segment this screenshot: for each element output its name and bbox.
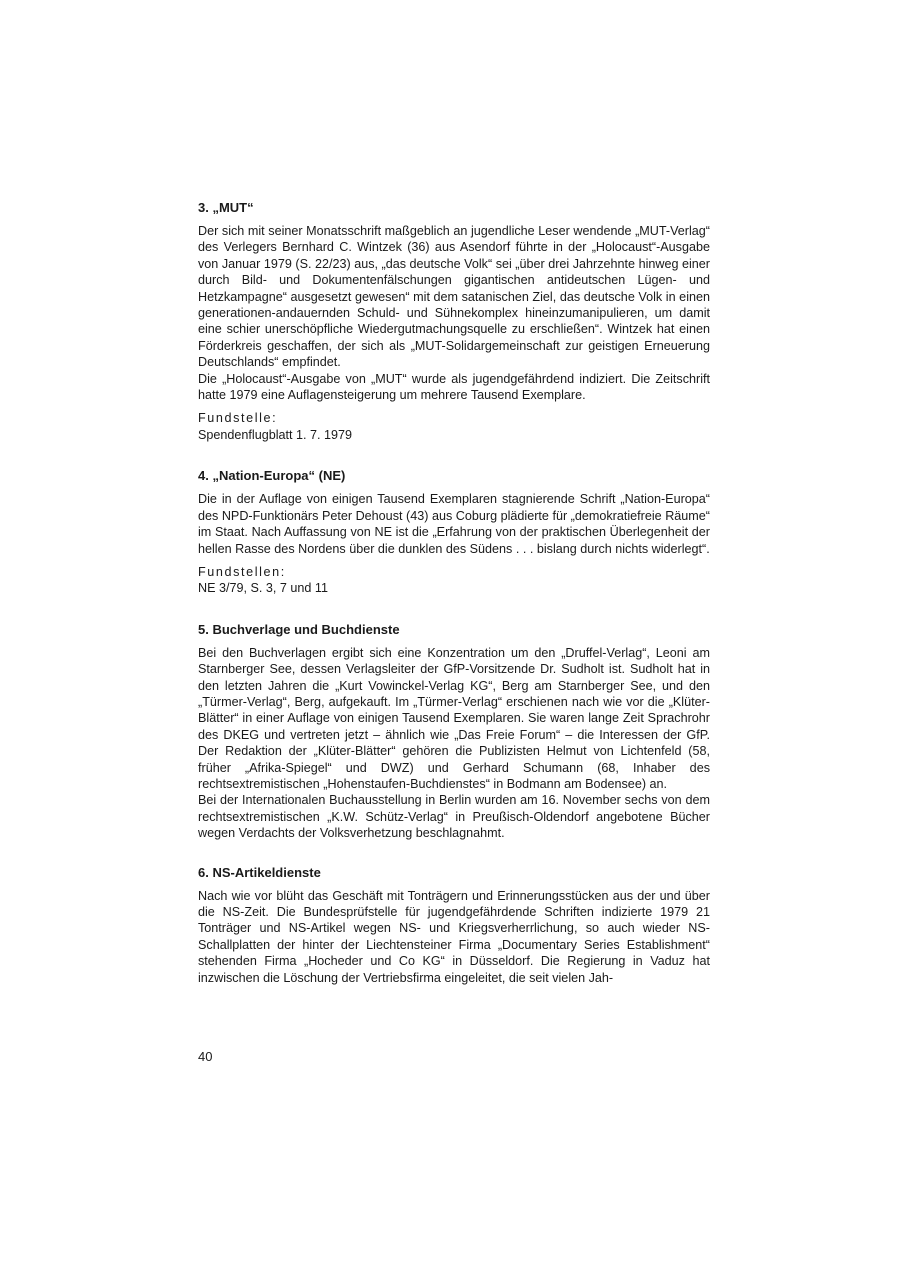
section-buchverlage [198,621,710,842]
source-block [198,564,710,597]
section-paragraph: Bei der Internationalen Buchausstellung in Berlin wurden am 16. November sechs von dem rechtsextremistischen „K.W. Schütz-Verlag“ in Preußisch-Oldendorf angebotene Bücher wegen Verdachts der Volksverhetzung beschlagnahmt. [198,793,710,841]
section-heading: 3. „MUT“ [198,200,254,215]
source-label: Fundstelle: [198,411,278,426]
section-ns-artikeldienste [198,864,710,986]
source-label: Fundstellen: [198,564,286,579]
section-paragraph: Die „Holocaust“-Ausgabe von „MUT“ wurde als jugendgefährdend indiziert. Die Zeitschrift hatte 1979 eine Auflagensteigerung um mehrere Tausend Exemplare. [198,371,710,403]
section-paragraph: Der sich mit seiner Monatsschrift maßgeblich an jugendliche Leser wendende „MUT-Verlag“ des Verlegers Bernhard C. Wintzek (36) aus Asendorf führte in der „Holocaust“-Ausgabe von Januar 1979 (S. 22/23) aus, „das deutsche Volk“ sei „über drei Jahrzehnte hinweg einer durch Bild- und Dokumentenfälschungen gigantischen antideutschen Lügen- und Hetzkampagne“ ausgesetzt gewesen“ mit dem satanischen Ziel, das deutsche Volk in einen generationen-andauernden Schuld- und Sühnekomplex hineinzumanipulieren, um damit eine schier unerschöpfliche Wiedergutmachungsquelle zu erschließen“. Wintzek hat einen Förderkreis geschaffen, der sich als „MUT-Solidargemeinschaft zur geistigen Erneuerung Deutschlands“ empfindet. [198,224,710,370]
section-mut [198,199,710,443]
section-heading: 6. NS-Artikeldienste [198,864,321,880]
section-heading: 5. Buchverlage und Buchdienste [198,621,400,637]
page-number: 40 [198,1049,213,1064]
source-text: Spendenflugblatt 1. 7. 1979 [198,427,353,442]
section-paragraph: Nach wie vor blüht das Geschäft mit Tonträgern und Erinnerungsstücken aus der und über die NS-Zeit. Die Bundesprüfstelle für jugendgefährdende Schriften indizierte 1979 21 Tonträger und NS-Artikel wegen NS- und Kriegsverherrlichung, so auch wieder NS-Schallplatten der hinter der Liechtensteiner Firma „Documentary Series Establishment“ stehenden Firma „Hocheder und Co KG“ in Düsseldorf. Die Regierung in Vaduz hat inzwischen die Löschung der Vertriebsfirma eingeleitet, die seit vielen Jah- [198,888,710,985]
section-paragraph: Bei den Buchverlagen ergibt sich eine Konzentration um den „Druffel-Verlag“, Leoni am Starnberger See, dessen Verlagsleiter der GfP-Vorsitzende Dr. Sudholt ist. Sudholt hat in den letzten Jahren die „Kurt Vowinckel-Verlag KG“, Berg am Starnberger See, und den „Türmer-Verlag“, Berg, aufgekauft. Im „Türmer-Verlag“ erschienen nach wie vor die „Klüter-Blätter“ in einer Auflage von einigen Tausend Exemplaren. Sie waren lange Zeit Sprachrohr des DKEG und vertreten jetzt – ähnlich wie „Das Freie Forum“ – die Interessen der GfP. Der Redaktion der „Klüter-Blätter“ gehören die Publizisten Helmut von Lichtenfeld (58, früher „Afrika-Spiegel“ und DWZ) und Gerhard Schumann (68, Inhaber des rechtsextremistischen „Hohenstaufen-Buchdienstes“ in Bodmann am Bodensee) an. [198,645,710,791]
section-heading: 4. „Nation-Europa“ (NE) [198,468,346,484]
section-paragraph: Die in der Auflage von einigen Tausend Exemplaren stagnierende Schrift „Nation-Europa“ des NPD-Funktionärs Peter Dehoust (43) aus Coburg plädierte für „demokratiefreie Räume“ im Staat. Nach Auffassung von NE ist die „Erfahrung von der praktischen Überlegenheit der hellen Rasse des Nordens über die dunklen des Südens . . . bislang durch nichts widerlegt“. [198,492,710,556]
page-content [198,199,710,986]
source-block [198,410,710,443]
section-nation-europa [198,467,710,596]
source-text: NE 3/79, S. 3, 7 und 11 [198,581,328,596]
